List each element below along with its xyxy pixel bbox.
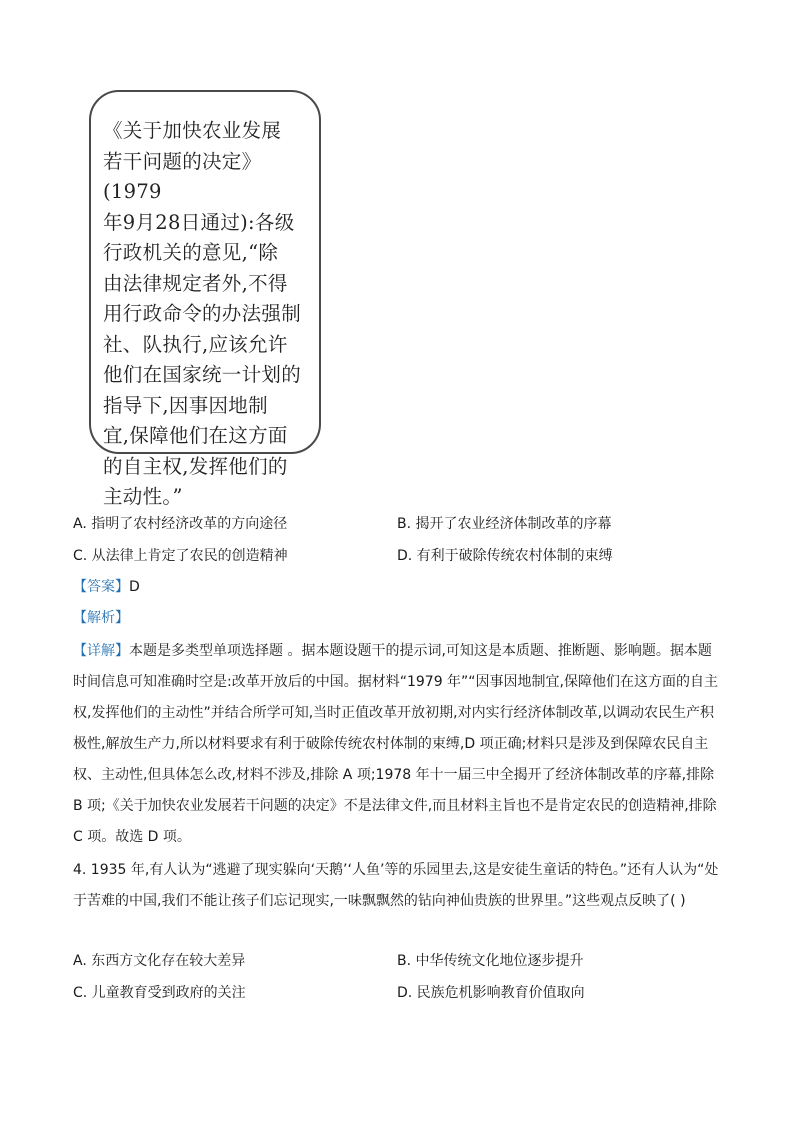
analysis-line <box>73 608 129 628</box>
q3-option-c: C. 从法律上肯定了农民的创造精神 <box>73 548 288 564</box>
q4-option-b: B. 中华传统文化地位逐步提升 <box>397 953 584 969</box>
detail-label: 【详解】 <box>73 643 129 659</box>
answer-line <box>73 577 140 597</box>
q4-option-d: D. 民族危机影响教育价值取向 <box>397 985 585 1001</box>
q3-option-d: D. 有利于破除传统农村体制的束缚 <box>397 548 613 564</box>
q4-option-c: C. 儿童教育受到政府的关注 <box>73 985 246 1001</box>
q4-stem: 4. 1935 年,有人认为“逃避了现实躲向‘天鹅’‘人鱼’等的乐园里去,这是安徒生童话的特色。”还有人认为“处于苦难的中国,我们不能让孩子们忘记现实,一味飘飘然的钻向神仙贵族的世界里。”这些观点反映了( ) <box>73 862 719 909</box>
answer-label: 【答案】 <box>73 579 129 595</box>
quote-box <box>89 90 321 508</box>
quote-text: 《关于加快农业发展 若干问题的决定》(1979 年9月28日通过):各级 行政机关的意见,“除 由法律规定者外,不得 用行政命令的办法强制 社、队执行,应该允许 他们在国家统一计划的 指导下,因事因地制 宜,保障他们在这方面 的自主权,发挥他们的 主动性。” <box>103 119 302 508</box>
analysis-label: 【解析】 <box>73 610 129 626</box>
detail-paragraph <box>73 636 723 853</box>
q3-option-a: A. 指明了农村经济改革的方向途径 <box>73 516 288 532</box>
q4-option-a: A. 东西方文化存在较大差异 <box>73 953 246 969</box>
detail-text: 本题是多类型单项选择题 。据本题设题干的提示词,可知这是本质题、推断题、影响题。据本题时间信息可知准确时空是:改革开放后的中国。据材料“1979 年”“因事因地制宜,保障他们在这方面的自主权,发挥他们的主动性”并结合所学可知,当时正值改革开放初期,对内实行经济体制改革,以调动农民生产积极性,解放生产力,所以材料要求有利于破除传统农村体制的束缚,D 项正确;材料只是涉及到保障农民自主权、主动性,但具体怎么改,材料不涉及,排除 A 项;1978 年十一届三中全揭开了经济体制改革的序幕,排除 B 项;《关于加快农业发展若干问题的决定》不是法律文件,而且材料主旨也不是肯定农民的创造精神,排除 C 项。故选 D 项。 <box>73 643 719 845</box>
q3-option-b: B. 揭开了农业经济体制改革的序幕 <box>397 516 612 532</box>
answer-value: D <box>129 579 140 595</box>
